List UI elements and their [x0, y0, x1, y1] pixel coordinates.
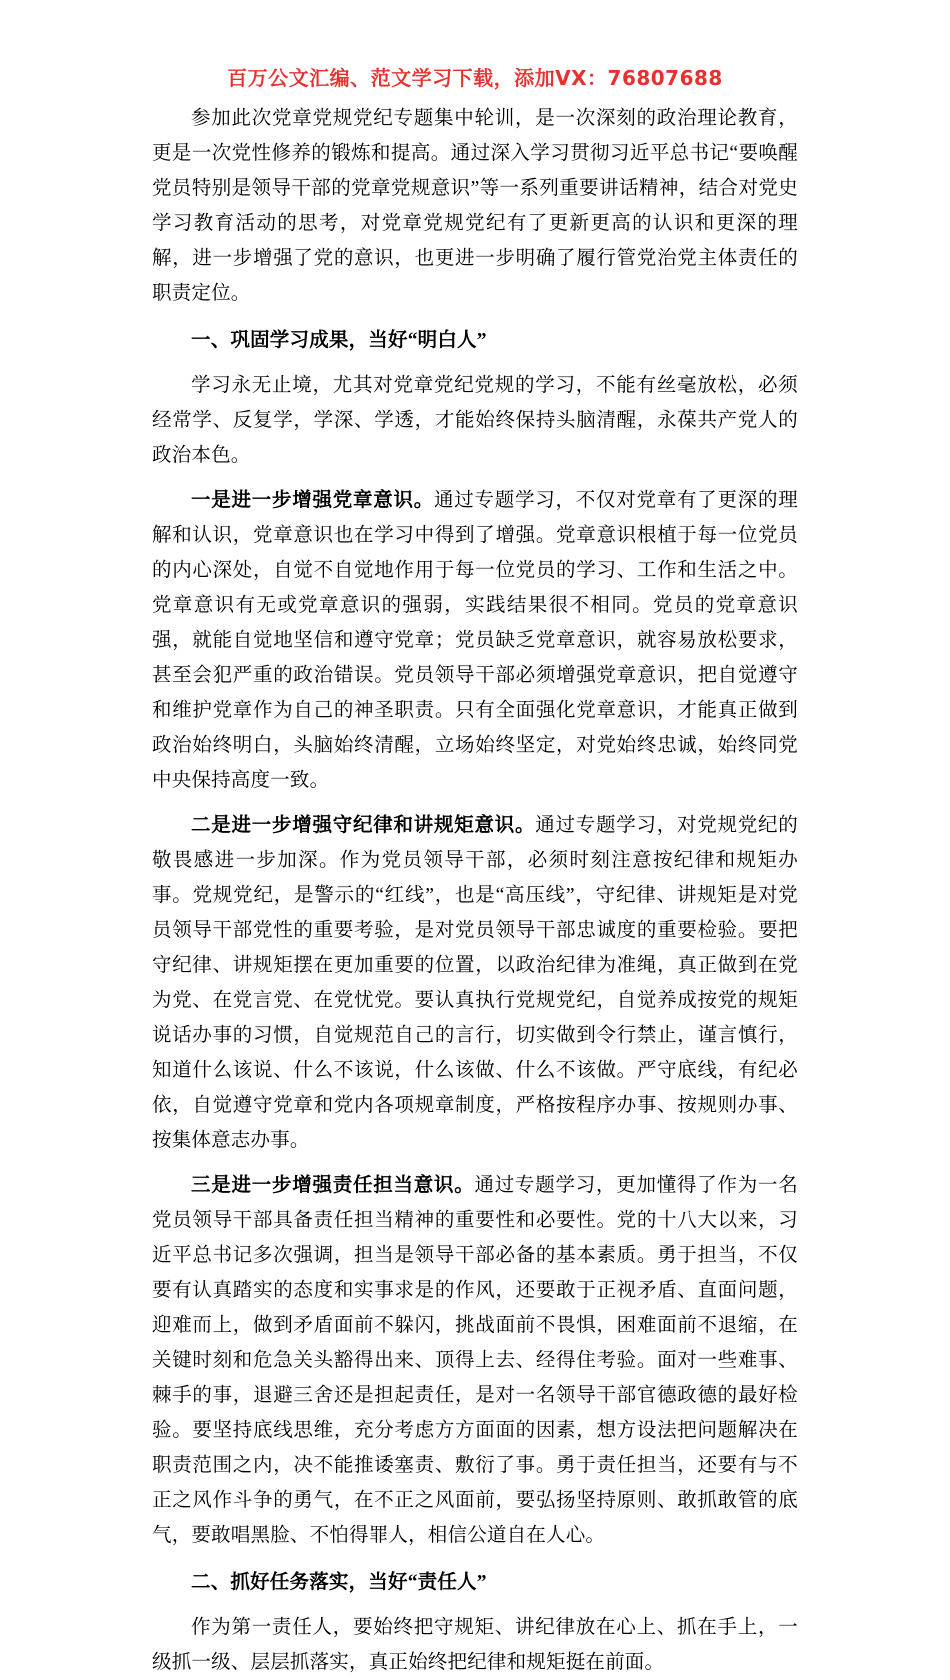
document-body — [0, 101, 950, 1680]
section-heading-2 — [152, 1565, 798, 1600]
paragraph-lead: 一是进一步增强党章意识。 — [191, 490, 435, 511]
paragraph-text: 通过专题学习，不仅对党章有了更深的理解和认识，党章意识也在学习中得到了增强。党章意识根植于每一位党员的内心深处，自觉不自觉地作用于每一位党员的学习、工作和生活之中。党章意识有无或党章意识的强弱，实践结果很不相同。党员的党章意识强，就能自觉地坚信和遵守党章；党员缺乏党章意识，就容易放松要求，甚至会犯严重的政治错误。党员领导干部必须增强党章意识，把自觉遵守和维护党章作为自己的神圣职责。只有全面强化党章意识，才能真正做到政治始终明白，头脑始终清醒，立场始终坚定，对党始终忠诚，始终同党中央保持高度一致。 — [152, 490, 798, 791]
heading-text: 一、巩固学习成果，当好“明白人” — [191, 330, 487, 351]
paragraph-section2-intro — [152, 1610, 798, 1680]
paragraph-lead: 三是进一步增强责任担当意识。 — [191, 1175, 475, 1196]
promo-banner: 百万公文汇编、范文学习下载，添加VX：76807688 — [227, 66, 723, 90]
paragraph-intro — [152, 101, 798, 311]
paragraph-text: 通过专题学习，对党规党纪的敬畏感进一步加深。作为党员领导干部，必须时刻注意按纪律和规矩办事。党规党纪，是警示的“红线”，也是“高压线”，守纪律、讲规矩是对党员领导干部党性的重要考验，是对党员领导干部忠诚度的重要检验。要把守纪律、讲规矩摆在更加重要的位置，以政治纪律为准绳，真正做到在党为党、在党言党、在党忧党。要认真执行党规党纪，自觉养成按党的规矩说话办事的习惯，自觉规范自己的言行，切实做到令行禁止，谨言慎行，知道什么该说、什么不该说，什么该做、什么不该做。严守底线，有纪必依，自觉遵守党章和党内各项规章制度，严格按程序办事、按规则办事、按集体意志办事。 — [152, 815, 798, 1151]
paragraph-point-1 — [152, 483, 798, 798]
paragraph-text: 参加此次党章党规党纪专题集中轮训，是一次深刻的政治理论教育，更是一次党性修养的锻炼和提高。通过深入学习贯彻习近平总书记“要唤醒党员特别是领导干部的党章党规意识”等一系列重要讲话精神，结合对党史学习教育活动的思考，对党章党规党纪有了更新更高的认识和更深的理解，进一步增强了党的意识，也更进一步明确了履行管党治党主体责任的职责定位。 — [152, 108, 798, 304]
paragraph-text: 学习永无止境，尤其对党章党纪党规的学习，不能有丝毫放松，必须经常学、反复学，学深、学透，才能始终保持头脑清醒，永葆共产党人的政治本色。 — [152, 375, 798, 466]
paragraph-point-3 — [152, 1168, 798, 1553]
paragraph-lead: 二是进一步增强守纪律和讲规矩意识。 — [191, 815, 536, 836]
heading-text: 二、抓好任务落实，当好“责任人” — [191, 1572, 487, 1593]
paragraph-point-2 — [152, 808, 798, 1158]
section-heading-1 — [152, 323, 798, 358]
paragraph-section1-intro — [152, 368, 798, 473]
paragraph-text: 通过专题学习，更加懂得了作为一名党员领导干部具备责任担当精神的重要性和必要性。党的十八大以来，习近平总书记多次强调，担当是领导干部必备的基本素质。勇于担当，不仅要有认真踏实的态度和实事求是的作风，还要敢于正视矛盾、直面问题，迎难而上，做到矛盾面前不躲闪，挑战面前不畏惧，困难面前不退缩，在关键时刻和危急关头豁得出来、顶得上去、经得住考验。面对一些难事、棘手的事，退避三舍还是担起责任，是对一名领导干部官德政德的最好检验。要坚持底线思维，充分考虑方方面面的因素，想方设法把问题解决在职责范围之内，决不能推诿塞责、敷衍了事。勇于责任担当，还要有与不正之风作斗争的勇气，在不正之风面前，要弘扬坚持原则、敢抓敢管的底气，要敢唱黑脸、不怕得罪人，相信公道自在人心。 — [152, 1175, 798, 1546]
paragraph-text: 作为第一责任人，要始终把守规矩、讲纪律放在心上、抓在手上，一级抓一级、层层抓落实，真正始终把纪律和规矩挺在前面。 — [152, 1617, 798, 1673]
